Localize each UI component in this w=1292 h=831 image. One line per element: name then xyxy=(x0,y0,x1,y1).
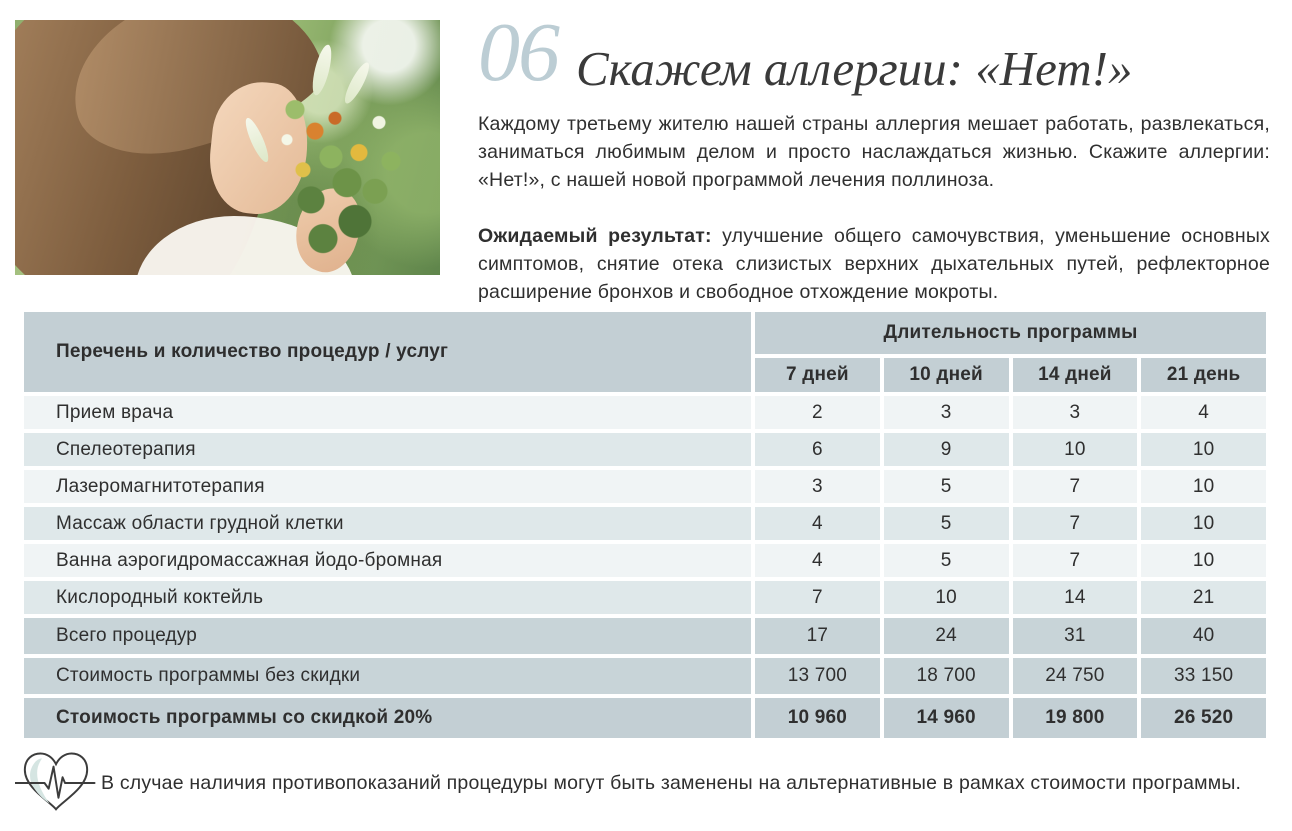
row-value: 31 xyxy=(1011,616,1140,656)
row-value: 10 960 xyxy=(753,696,882,740)
row-value: 10 xyxy=(1139,468,1268,505)
table-row xyxy=(22,656,1268,696)
photo-bouquet-shape xyxy=(243,58,440,273)
row-value: 3 xyxy=(882,394,1011,431)
row-label: Массаж области грудной клетки xyxy=(22,505,753,542)
row-value: 2 xyxy=(753,394,882,431)
row-value: 19 800 xyxy=(1011,696,1140,740)
page-number: 06 xyxy=(478,6,558,99)
table-row xyxy=(22,394,1268,431)
table-row xyxy=(22,579,1268,616)
table-row xyxy=(22,696,1268,740)
expected-result-label: Ожидаемый результат: xyxy=(478,225,712,247)
row-value: 3 xyxy=(1011,394,1140,431)
row-value: 10 xyxy=(882,579,1011,616)
page-title: Скажем аллергии: «Нет!» xyxy=(576,41,1133,96)
column-header-services: Перечень и количество процедур / услуг xyxy=(22,310,753,394)
row-value: 24 xyxy=(882,616,1011,656)
row-value: 7 xyxy=(1011,505,1140,542)
row-value: 10 xyxy=(1139,542,1268,579)
title-row xyxy=(478,6,1270,99)
expected-result-paragraph xyxy=(478,222,1270,306)
footer-note-row xyxy=(15,748,1277,818)
row-label: Прием врача xyxy=(22,394,753,431)
row-value: 5 xyxy=(882,468,1011,505)
row-label: Спелеотерапия xyxy=(22,431,753,468)
row-value: 4 xyxy=(1139,394,1268,431)
column-header-duration: Длительность программы xyxy=(753,310,1268,356)
program-table xyxy=(20,308,1270,742)
top-section xyxy=(0,0,1292,303)
row-label: Всего процедур xyxy=(22,616,753,656)
column-header-21-days: 21 день xyxy=(1139,356,1268,394)
row-value: 7 xyxy=(753,579,882,616)
row-value: 26 520 xyxy=(1139,696,1268,740)
row-value: 17 xyxy=(753,616,882,656)
row-value: 14 960 xyxy=(882,696,1011,740)
row-value: 5 xyxy=(882,542,1011,579)
row-value: 13 700 xyxy=(753,656,882,696)
table-row xyxy=(22,542,1268,579)
row-value: 4 xyxy=(753,542,882,579)
intro-block xyxy=(478,6,1270,326)
row-value: 7 xyxy=(1011,542,1140,579)
row-value: 10 xyxy=(1139,505,1268,542)
intro-paragraph: Каждому третьему жителю нашей страны аллергия мешает работать, развлекаться, заниматься любимым делом и просто наслаждаться жизнью. Скажите аллергии: «Нет!», с нашей новой программой лечения поллиноза. xyxy=(478,113,1270,191)
row-value: 9 xyxy=(882,431,1011,468)
row-value: 10 xyxy=(1139,431,1268,468)
footer-note-text: В случае наличия противопоказаний процедуры могут быть заменены на альтернативные в рамках стоимости программы. xyxy=(101,772,1242,794)
row-value: 24 750 xyxy=(1011,656,1140,696)
row-value: 40 xyxy=(1139,616,1268,656)
row-label: Стоимость программы без скидки xyxy=(22,656,753,696)
table-body xyxy=(22,394,1268,740)
row-value: 18 700 xyxy=(882,656,1011,696)
row-value: 14 xyxy=(1011,579,1140,616)
row-label: Стоимость программы со скидкой 20% xyxy=(22,696,753,740)
column-header-14-days: 14 дней xyxy=(1011,356,1140,394)
row-label: Ванна аэрогидромассажная йодо-бромная xyxy=(22,542,753,579)
heart-ecg-icon xyxy=(15,748,97,818)
table-header xyxy=(22,310,1268,394)
row-label: Кислородный коктейль xyxy=(22,579,753,616)
row-label: Лазеромагнитотерапия xyxy=(22,468,753,505)
row-value: 21 xyxy=(1139,579,1268,616)
table-row xyxy=(22,505,1268,542)
column-header-10-days: 10 дней xyxy=(882,356,1011,394)
expected-result-text: улучшение общего самочувствия, уменьшение основных симптомов, снятие отека слизистых верхних дыхательных путей, рефлекторное расширение бронхов и свободное отхождение мокроты. xyxy=(478,225,1270,303)
woman-with-flowers-photo xyxy=(15,20,440,275)
table-row xyxy=(22,468,1268,505)
row-value: 5 xyxy=(882,505,1011,542)
table-row xyxy=(22,431,1268,468)
row-value: 7 xyxy=(1011,468,1140,505)
column-header-7-days: 7 дней xyxy=(753,356,882,394)
table-row xyxy=(22,616,1268,656)
row-value: 4 xyxy=(753,505,882,542)
row-value: 10 xyxy=(1011,431,1140,468)
row-value: 3 xyxy=(753,468,882,505)
row-value: 6 xyxy=(753,431,882,468)
row-value: 33 150 xyxy=(1139,656,1268,696)
